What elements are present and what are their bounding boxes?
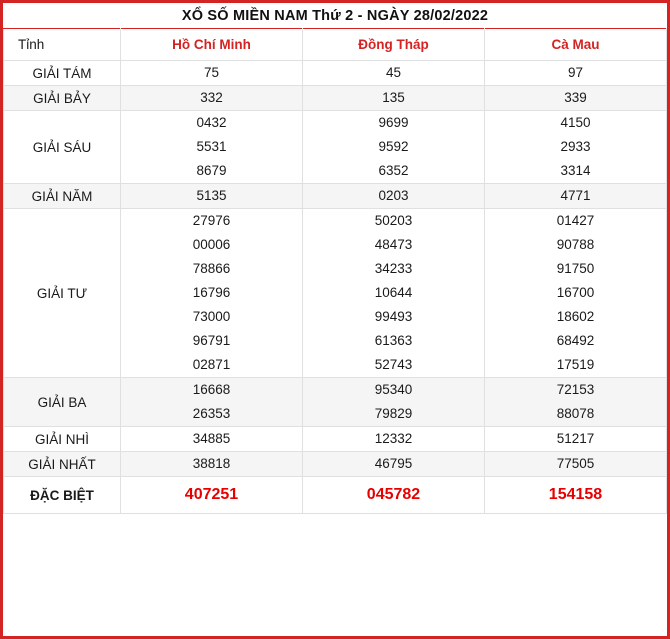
lottery-results-table: [3, 28, 667, 514]
column-header-hochiminh: Hồ Chí Minh: [121, 29, 303, 61]
table-header-row: [4, 29, 667, 61]
prize-value-hochiminh: 332: [121, 86, 303, 111]
prize-value-special-hochiminh: 407251: [121, 477, 303, 514]
prize-value-camau: 51217: [485, 427, 667, 452]
prize-value-hochiminh: 0432 5531 8679: [121, 111, 303, 184]
table-row: [4, 184, 667, 209]
table-row: [4, 111, 667, 184]
prize-value-camau: 01427 90788 91750 16700 18602 68492 17519: [485, 209, 667, 378]
table-row: [4, 86, 667, 111]
prize-value-special-camau: 154158: [485, 477, 667, 514]
prize-value-hochiminh: 16668 26353: [121, 378, 303, 427]
table-row: [4, 378, 667, 427]
prize-value-hochiminh: 5135: [121, 184, 303, 209]
table-row: [4, 61, 667, 86]
table-row: [4, 427, 667, 452]
table-container: [0, 28, 670, 514]
prize-value-camau: 97: [485, 61, 667, 86]
table-row-special: [4, 477, 667, 514]
prize-label: GIẢI BẢY: [4, 86, 121, 111]
prize-value-dongthap: 135: [303, 86, 485, 111]
prize-value-hochiminh: 75: [121, 61, 303, 86]
prize-label: GIẢI BA: [4, 378, 121, 427]
prize-value-special-dongthap: 045782: [303, 477, 485, 514]
prize-label-special: ĐẶC BIỆT: [4, 477, 121, 514]
prize-value-camau: 339: [485, 86, 667, 111]
prize-value-dongthap: 9699 9592 6352: [303, 111, 485, 184]
prize-label: GIẢI NĂM: [4, 184, 121, 209]
prize-value-dongthap: 45: [303, 61, 485, 86]
prize-label: GIẢI NHẤT: [4, 452, 121, 477]
table-row: [4, 452, 667, 477]
page-header: [0, 0, 670, 28]
prize-value-camau: 4771: [485, 184, 667, 209]
prize-value-camau: 77505: [485, 452, 667, 477]
page-title: XỔ SỐ MIỀN NAM Thứ 2 - NGÀY 28/02/2022: [181, 7, 489, 24]
prize-label: GIẢI NHÌ: [4, 427, 121, 452]
column-header-province: Tỉnh: [4, 29, 121, 61]
prize-value-hochiminh: 34885: [121, 427, 303, 452]
prize-value-dongthap: 0203: [303, 184, 485, 209]
table-body: [4, 29, 667, 514]
prize-value-dongthap: 46795: [303, 452, 485, 477]
prize-label: GIẢI TƯ: [4, 209, 121, 378]
prize-value-hochiminh: 27976 00006 78866 16796 73000 96791 02871: [121, 209, 303, 378]
prize-label: GIẢI TÁM: [4, 61, 121, 86]
prize-value-dongthap: 50203 48473 34233 10644 99493 61363 52743: [303, 209, 485, 378]
prize-value-camau: 4150 2933 3314: [485, 111, 667, 184]
prize-value-camau: 72153 88078: [485, 378, 667, 427]
prize-value-dongthap: 95340 79829: [303, 378, 485, 427]
prize-value-dongthap: 12332: [303, 427, 485, 452]
column-header-camau: Cà Mau: [485, 29, 667, 61]
prize-label: GIẢI SÁU: [4, 111, 121, 184]
prize-value-hochiminh: 38818: [121, 452, 303, 477]
table-row: [4, 209, 667, 378]
column-header-dongthap: Đồng Tháp: [303, 29, 485, 61]
